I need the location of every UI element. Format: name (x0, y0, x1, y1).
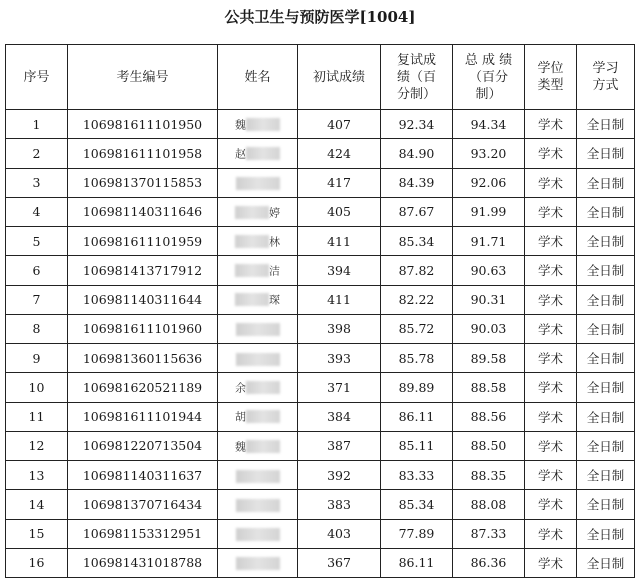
redacted-name-blur (236, 470, 280, 483)
page-title: 公共卫生与预防医学[1004] (224, 8, 416, 26)
cell-index: 8 (6, 314, 68, 343)
cell-degree-type: 学术 (525, 256, 577, 285)
table-row (6, 227, 635, 256)
cell-retest-score: 85.34 (381, 227, 453, 256)
name-visible-char: 琛 (269, 293, 280, 307)
cell-first-score: 387 (298, 431, 381, 460)
cell-study-mode: 全日制 (577, 519, 635, 548)
cell-retest-score: 85.11 (381, 431, 453, 460)
cell-index: 14 (6, 490, 68, 519)
cell-total-score: 90.63 (453, 256, 525, 285)
cell-total-score: 86.36 (453, 548, 525, 577)
cell-total-score: 90.31 (453, 285, 525, 314)
cell-first-score: 367 (298, 548, 381, 577)
table-row (6, 490, 635, 519)
redacted-name-blur (246, 410, 280, 423)
redacted-name-blur (246, 118, 280, 131)
cell-index: 1 (6, 110, 68, 139)
cell-study-mode: 全日制 (577, 197, 635, 226)
cell-study-mode: 全日制 (577, 344, 635, 373)
cell-study-mode: 全日制 (577, 373, 635, 402)
cell-candidate-id: 106981611101950 (68, 110, 218, 139)
name-visible-char: 魏 (235, 440, 246, 454)
cell-study-mode: 全日制 (577, 431, 635, 460)
cell-name (218, 402, 298, 431)
cell-candidate-id: 106981620521189 (68, 373, 218, 402)
cell-retest-score: 87.82 (381, 256, 453, 285)
cell-total-score: 88.50 (453, 431, 525, 460)
cell-study-mode: 全日制 (577, 285, 635, 314)
cell-degree-type: 学术 (525, 227, 577, 256)
cell-total-score: 92.06 (453, 168, 525, 197)
redacted-name-blur (246, 381, 280, 394)
header-degree-type: 学位类型 (525, 45, 577, 110)
cell-total-score: 88.08 (453, 490, 525, 519)
cell-first-score: 383 (298, 490, 381, 519)
table-row (6, 402, 635, 431)
table-row (6, 519, 635, 548)
cell-candidate-id: 106981140311644 (68, 285, 218, 314)
cell-name (218, 314, 298, 343)
cell-index: 5 (6, 227, 68, 256)
cell-retest-score: 84.39 (381, 168, 453, 197)
cell-degree-type: 学术 (525, 197, 577, 226)
cell-first-score: 411 (298, 285, 381, 314)
cell-first-score: 417 (298, 168, 381, 197)
redacted-name-blur (246, 440, 280, 453)
cell-name (218, 461, 298, 490)
cell-index: 13 (6, 461, 68, 490)
cell-name (218, 256, 298, 285)
admission-score-table (5, 44, 635, 578)
table-row (6, 344, 635, 373)
redacted-name-blur (236, 557, 280, 570)
cell-first-score: 393 (298, 344, 381, 373)
header-total-score: 总 成 绩（百分制） (453, 45, 525, 110)
table-row (6, 461, 635, 490)
cell-degree-type: 学术 (525, 373, 577, 402)
cell-first-score: 407 (298, 110, 381, 139)
cell-candidate-id: 106981153312951 (68, 519, 218, 548)
cell-candidate-id: 106981431018788 (68, 548, 218, 577)
cell-first-score: 394 (298, 256, 381, 285)
cell-index: 11 (6, 402, 68, 431)
cell-name (218, 548, 298, 577)
cell-name (218, 227, 298, 256)
cell-total-score: 91.99 (453, 197, 525, 226)
cell-study-mode: 全日制 (577, 168, 635, 197)
redacted-name-blur (235, 293, 269, 306)
name-visible-char: 赵 (235, 147, 246, 161)
cell-study-mode: 全日制 (577, 227, 635, 256)
cell-first-score: 392 (298, 461, 381, 490)
cell-study-mode: 全日制 (577, 548, 635, 577)
name-visible-char: 林 (269, 235, 280, 249)
cell-name (218, 139, 298, 168)
cell-degree-type: 学术 (525, 461, 577, 490)
cell-total-score: 88.58 (453, 373, 525, 402)
cell-retest-score: 85.34 (381, 490, 453, 519)
cell-study-mode: 全日制 (577, 256, 635, 285)
header-name: 姓名 (218, 45, 298, 110)
cell-index: 2 (6, 139, 68, 168)
cell-name (218, 490, 298, 519)
table-row (6, 110, 635, 139)
cell-first-score: 384 (298, 402, 381, 431)
cell-retest-score: 92.34 (381, 110, 453, 139)
cell-total-score: 94.34 (453, 110, 525, 139)
cell-retest-score: 89.89 (381, 373, 453, 402)
table-row (6, 314, 635, 343)
cell-first-score: 371 (298, 373, 381, 402)
cell-candidate-id: 106981370716434 (68, 490, 218, 519)
cell-first-score: 403 (298, 519, 381, 548)
cell-name (218, 110, 298, 139)
cell-degree-type: 学术 (525, 519, 577, 548)
cell-name (218, 197, 298, 226)
cell-degree-type: 学术 (525, 431, 577, 460)
cell-first-score: 411 (298, 227, 381, 256)
cell-total-score: 88.56 (453, 402, 525, 431)
redacted-name-blur (235, 206, 269, 219)
cell-candidate-id: 106981140311637 (68, 461, 218, 490)
cell-degree-type: 学术 (525, 344, 577, 373)
cell-study-mode: 全日制 (577, 314, 635, 343)
cell-retest-score: 86.11 (381, 548, 453, 577)
cell-total-score: 91.71 (453, 227, 525, 256)
name-visible-char: 胡 (235, 410, 246, 424)
cell-index: 12 (6, 431, 68, 460)
cell-candidate-id: 106981413717912 (68, 256, 218, 285)
cell-degree-type: 学术 (525, 110, 577, 139)
cell-name (218, 519, 298, 548)
cell-degree-type: 学术 (525, 402, 577, 431)
cell-index: 7 (6, 285, 68, 314)
cell-study-mode: 全日制 (577, 490, 635, 519)
cell-index: 6 (6, 256, 68, 285)
cell-retest-score: 87.67 (381, 197, 453, 226)
cell-name (218, 344, 298, 373)
table-row (6, 548, 635, 577)
header-candidate-id: 考生编号 (68, 45, 218, 110)
table-row (6, 168, 635, 197)
cell-retest-score: 77.89 (381, 519, 453, 548)
cell-retest-score: 85.72 (381, 314, 453, 343)
cell-index: 9 (6, 344, 68, 373)
header-retest-score: 复试成绩（百分制） (381, 45, 453, 110)
cell-candidate-id: 106981220713504 (68, 431, 218, 460)
name-visible-char: 余 (235, 381, 246, 395)
table-row (6, 431, 635, 460)
cell-degree-type: 学术 (525, 314, 577, 343)
cell-candidate-id: 106981611101960 (68, 314, 218, 343)
cell-retest-score: 83.33 (381, 461, 453, 490)
cell-index: 10 (6, 373, 68, 402)
redacted-name-blur (235, 235, 269, 248)
cell-study-mode: 全日制 (577, 402, 635, 431)
name-visible-char: 洁 (269, 264, 280, 278)
cell-study-mode: 全日制 (577, 110, 635, 139)
table-row (6, 256, 635, 285)
redacted-name-blur (236, 323, 280, 336)
header-first-score: 初试成绩 (298, 45, 381, 110)
cell-name (218, 373, 298, 402)
cell-total-score: 89.58 (453, 344, 525, 373)
cell-degree-type: 学术 (525, 139, 577, 168)
cell-study-mode: 全日制 (577, 139, 635, 168)
cell-retest-score: 84.90 (381, 139, 453, 168)
cell-candidate-id: 106981611101944 (68, 402, 218, 431)
cell-candidate-id: 106981140311646 (68, 197, 218, 226)
cell-total-score: 93.20 (453, 139, 525, 168)
redacted-name-blur (236, 499, 280, 512)
table-row (6, 373, 635, 402)
cell-candidate-id: 106981611101959 (68, 227, 218, 256)
table-row (6, 139, 635, 168)
cell-index: 16 (6, 548, 68, 577)
cell-index: 15 (6, 519, 68, 548)
cell-total-score: 87.33 (453, 519, 525, 548)
cell-retest-score: 82.22 (381, 285, 453, 314)
cell-first-score: 424 (298, 139, 381, 168)
cell-candidate-id: 106981611101958 (68, 139, 218, 168)
cell-name (218, 431, 298, 460)
redacted-name-blur (246, 147, 280, 160)
redacted-name-blur (236, 177, 280, 190)
cell-degree-type: 学术 (525, 548, 577, 577)
header-study-mode: 学习方式 (577, 45, 635, 110)
cell-name (218, 168, 298, 197)
cell-retest-score: 86.11 (381, 402, 453, 431)
cell-first-score: 405 (298, 197, 381, 226)
redacted-name-blur (236, 528, 280, 541)
redacted-name-blur (235, 264, 269, 277)
redacted-name-blur (236, 353, 280, 366)
cell-candidate-id: 106981360115636 (68, 344, 218, 373)
cell-total-score: 90.03 (453, 314, 525, 343)
cell-candidate-id: 106981370115853 (68, 168, 218, 197)
cell-degree-type: 学术 (525, 168, 577, 197)
table-row (6, 285, 635, 314)
cell-study-mode: 全日制 (577, 461, 635, 490)
name-visible-char: 魏 (235, 118, 246, 132)
cell-retest-score: 85.78 (381, 344, 453, 373)
cell-name (218, 285, 298, 314)
table-header-row (6, 45, 635, 110)
cell-first-score: 398 (298, 314, 381, 343)
cell-degree-type: 学术 (525, 490, 577, 519)
cell-index: 3 (6, 168, 68, 197)
header-index: 序号 (6, 45, 68, 110)
cell-index: 4 (6, 197, 68, 226)
cell-total-score: 88.35 (453, 461, 525, 490)
name-visible-char: 婷 (269, 206, 280, 220)
cell-degree-type: 学术 (525, 285, 577, 314)
table-row (6, 197, 635, 226)
